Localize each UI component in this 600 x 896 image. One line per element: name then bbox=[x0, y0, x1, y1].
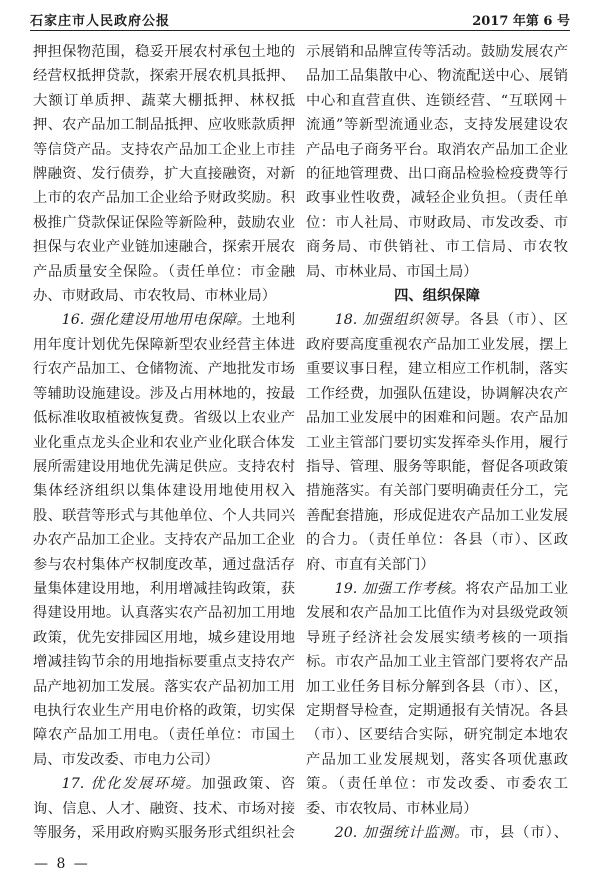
paragraph-16-body: 土地利用年度计划优先保障新型农业经营主体进行农产品加工、仓储物流、产地批发市场等辅助设施建设。涉及占用林地的，按最低标准收取植被恢复费。省级以上农业产业化重点龙头企业和农业产业化联合体发展所需建设用地优先满足供应。支持农村集体经济组织以集体建设用地使用权入股、联营等形式与其他单位、个人共同兴办农产品加工企业。支持农产品加工企业参与农村集体产权制度改革，通过盘活存量集体建设用地，利用增减挂钩政策，获得建设用地。认真落实农产品初加工用地政策，优先安排园区用地，城乡建设用地增减挂钩节余的用地指标要重点支持农产品产地初加工发展。落实农产品初加工用电执行农业生产用电价格的政策，切实保障农产品加工用电。（责任单位：市国土局、市发改委、市电力公司） bbox=[33, 312, 295, 768]
paragraph-17-body: 加强政策、咨询、信息、人才、融资、技术、市场对接等服务，采用政府购买服务形式组织社会 bbox=[33, 776, 295, 841]
paragraph-18-heading: 18. 加强组织领导。 bbox=[334, 312, 470, 329]
page-header bbox=[30, 6, 570, 31]
paragraph-20-heading: 20. 加强统计监测。 bbox=[334, 825, 470, 841]
issue-number: 2017 年第 6 号 bbox=[472, 14, 570, 29]
right-column bbox=[306, 40, 568, 848]
publication-title: 石家庄市人民政府公报 bbox=[30, 14, 171, 29]
paragraph-19-body: 将农产品加工业发展和农产品加工比值作为对县级党政领导班子经济社会发展实绩考核的一项指标。市农产品加工业主管部门要将农产品加工业任务目标分解到各县（市）、区，定期督导检查，定期通报有关情况。各县（市）、区要结合实际，研究制定本地农产品加工业发展规划，落实各项优惠政策。（责任单位：市发改委、市委农工委、市农牧局、市林业局） bbox=[306, 580, 568, 817]
paragraph-18-body: 各县（市）、区政府要高度重视农产品加工业发展，摆上重要议事日程，建立相应工作机制，落实工作经费，加强队伍建设，协调解决农产品加工业发展中的困难和问题。农产品加工业主管部门要切实发挥牵头作用，履行指导、管理、服务等职能，督促各项政策措施落实。有关部门要明确责任分工，完善配套措施，形成促进农产品加工业发展的合力。（责任单位：各县（市）、区政府、市直有关部门） bbox=[306, 312, 568, 573]
section-heading: 四、组织保障 bbox=[394, 288, 480, 305]
paragraph-17-continued: 示展销和品牌宣传等活动。鼓励发展农产品加工品集散中心、物流配送中心、展销中心和直营直供、连锁经营、“互联网＋流通”等新型流通业态，支持发展建设农产品电子商务平台。取消农产品加工企业的征地管理费、出口商品检验检疫费等行政事业性收费，减轻企业负担。（责任单位：市人社局、市财政局、市发改委、市商务局、市供销社、市工信局、市农牧局、市林业局、市国土局） bbox=[306, 44, 568, 280]
paragraph-20-body: 市，县（市）、 bbox=[469, 825, 568, 841]
paragraph-17 bbox=[33, 772, 295, 848]
paragraph-20 bbox=[306, 821, 568, 848]
paragraph-16-heading: 16. 强化建设用地用电保障。 bbox=[61, 312, 252, 329]
paragraph-19 bbox=[306, 577, 568, 821]
left-column bbox=[33, 40, 295, 848]
paragraph-18 bbox=[306, 308, 568, 576]
paragraph-continued: 押担保物范围，稳妥开展农村承包土地的经营权抵押贷款，探索开展农机具抵押、大额订单质押、蔬菜大棚抵押、林权抵押、农产品加工制品抵押、应收账款质押等信贷产品。支持农产品加工企业上市挂牌融资、发行债券，扩大直接融资，对新上市的农产品加工企业给予财政奖励。积极推广贷款保证保险等新险种，鼓励农业担保与农业产业链加速融合，探索开展农产品质量安全保险。（责任单位：市金融办、市财政局、市农牧局、市林业局） bbox=[33, 44, 295, 305]
paragraph-17-heading: 17. 优化发展环境。 bbox=[61, 776, 202, 793]
page-number: — 8 — bbox=[34, 856, 90, 872]
paragraph-19-heading: 19. 加强工作考核。 bbox=[334, 580, 466, 597]
paragraph-16 bbox=[33, 308, 295, 772]
